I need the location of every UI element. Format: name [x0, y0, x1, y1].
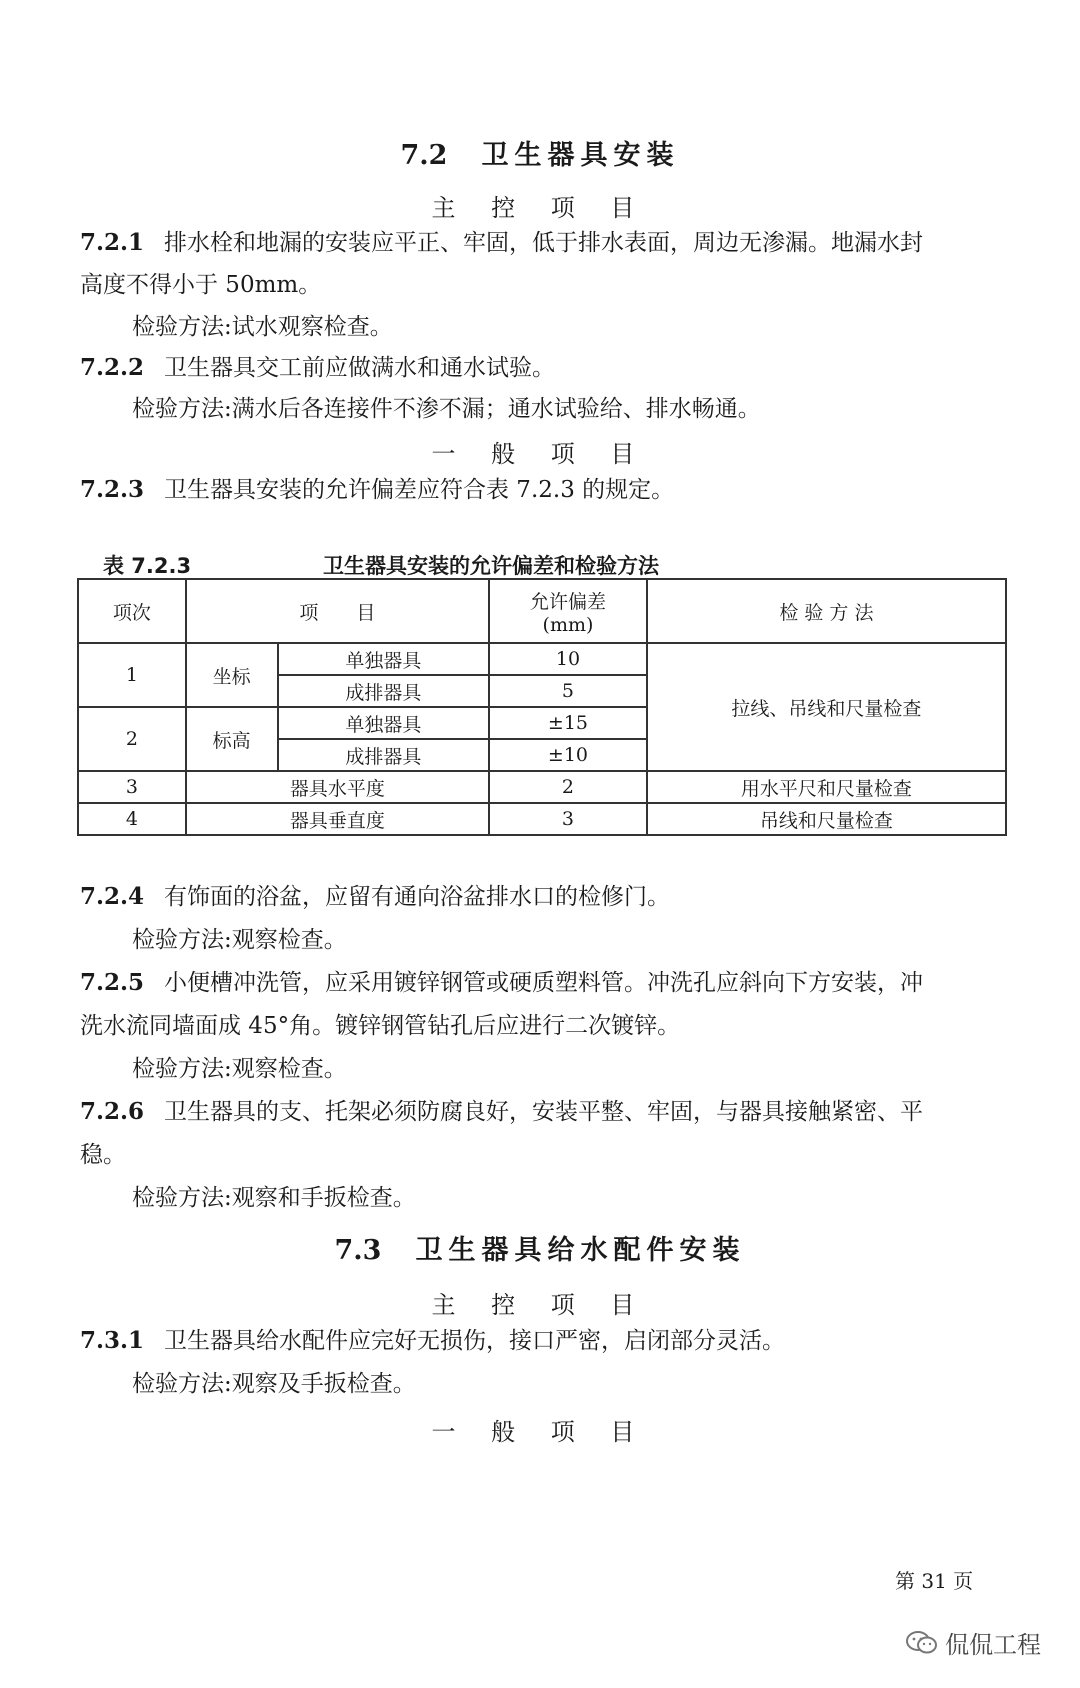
clause-number: 7.3.1 [80, 1327, 145, 1354]
clause-7-2-6-method: 检验方法:观察和手扳检查。 [132, 1185, 416, 1211]
clause-number: 7.2.6 [80, 1098, 145, 1125]
cell-tolerance: 2 [489, 771, 647, 803]
page-number: 第 31 页 [895, 1569, 974, 1593]
cell-tolerance: 10 [489, 643, 647, 675]
section-title: 卫生器具安装 [481, 140, 680, 171]
cell-seq: 2 [78, 707, 186, 771]
header-seq: 项次 [78, 579, 186, 643]
clause-7-2-1-method: 检验方法:试水观察检查。 [132, 314, 393, 340]
cell-tolerance: 3 [489, 803, 647, 835]
section-7-3-heading [0, 1228, 1080, 1267]
cell-tolerance: ±10 [489, 739, 647, 771]
header-item: 项 目 [186, 579, 489, 643]
header-tolerance-label: 允许偏差 [529, 590, 606, 613]
wechat-icon [905, 1629, 939, 1663]
cell-tolerance: ±15 [489, 707, 647, 739]
clause-7-3-1 [80, 1326, 1005, 1356]
clause-text: 卫生器具安装的允许偏差应符合表 7.2.3 的规定。 [164, 477, 675, 503]
cell-tolerance: 5 [489, 675, 647, 707]
clause-number: 7.2.2 [80, 354, 145, 381]
cell-item: 器具水平度 [186, 771, 489, 803]
clause-7-2-2 [80, 353, 1005, 383]
cell-group: 坐标 [186, 643, 278, 707]
main-control-heading-2: 主 控 项 目 [431, 1291, 649, 1319]
clause-7-2-6 [80, 1097, 1005, 1127]
clause-number: 7.2.3 [80, 476, 145, 503]
table-row [78, 643, 1006, 675]
cell-item: 成排器具 [278, 675, 490, 707]
clause-text: 卫生器具给水配件应完好无损伤，接口严密，启闭部分灵活。 [164, 1328, 785, 1354]
clause-7-2-4 [80, 882, 1005, 912]
cell-seq: 1 [78, 643, 186, 707]
clause-text: 排水栓和地漏的安装应平正、牢固，低于排水表面，周边无渗漏。地漏水封 [164, 230, 923, 256]
cell-item: 器具垂直度 [186, 803, 489, 835]
table-number: 表 7.2.3 [103, 554, 192, 578]
header-tolerance [489, 579, 647, 643]
cell-seq: 4 [78, 803, 186, 835]
clause-text: 卫生器具交工前应做满水和通水试验。 [164, 355, 555, 381]
cell-seq: 3 [78, 771, 186, 803]
watermark [905, 1625, 1041, 1663]
clause-7-2-1 [80, 228, 1005, 258]
general-heading: 一 般 项 目 [431, 440, 649, 468]
main-control-heading: 主 控 项 目 [431, 194, 649, 222]
cell-item: 单独器具 [278, 707, 490, 739]
header-tolerance-unit: (mm) [542, 613, 594, 636]
tolerance-table [77, 578, 1007, 836]
general-heading-2: 一 般 项 目 [431, 1418, 649, 1446]
cell-method: 吊线和尺量检查 [647, 803, 1006, 835]
table-caption [103, 550, 659, 580]
table-header-row [78, 579, 1006, 643]
table-title: 卫生器具安装的允许偏差和检验方法 [323, 554, 659, 578]
clause-number: 7.2.1 [80, 229, 145, 256]
cell-method: 拉线、吊线和尺量检查 [647, 643, 1006, 771]
clause-text: 小便槽冲洗管，应采用镀锌钢管或硬质塑料管。冲洗孔应斜向下方安装，冲 [164, 970, 923, 996]
clause-number: 7.2.4 [80, 883, 145, 910]
header-method: 检 验 方 法 [647, 579, 1006, 643]
section-number: 7.2 [400, 140, 448, 171]
watermark-text: 侃侃工程 [945, 1631, 1041, 1659]
section-number: 7.3 [334, 1235, 382, 1266]
cell-method: 用水平尺和尺量检查 [647, 771, 1006, 803]
clause-7-3-1-method: 检验方法:观察及手扳检查。 [132, 1371, 416, 1397]
table-row [78, 771, 1006, 803]
clause-7-2-2-method: 检验方法:满水后各连接件不渗不漏；通水试验给、排水畅通。 [132, 396, 761, 422]
clause-7-2-5-method: 检验方法:观察检查。 [132, 1056, 347, 1082]
clause-text: 有饰面的浴盆，应留有通向浴盆排水口的检修门。 [164, 884, 670, 910]
clause-number: 7.2.5 [80, 969, 145, 996]
cell-group: 标高 [186, 707, 278, 771]
clause-7-2-6-cont: 稳。 [80, 1142, 126, 1168]
clause-7-2-3 [80, 475, 1005, 505]
clause-text: 卫生器具的支、托架必须防腐良好，安装平整、牢固，与器具接触紧密、平 [164, 1099, 923, 1125]
clause-7-2-4-method: 检验方法:观察检查。 [132, 927, 347, 953]
section-7-2-heading [0, 133, 1080, 172]
cell-item: 成排器具 [278, 739, 490, 771]
clause-7-2-5 [80, 968, 1005, 998]
clause-7-2-1-cont: 高度不得小于 50mm。 [80, 272, 322, 298]
section-title: 卫生器具给水配件安装 [415, 1235, 746, 1266]
clause-7-2-5-cont: 洗水流同墙面成 45°角。镀锌钢管钻孔后应进行二次镀锌。 [80, 1013, 681, 1039]
table-row [78, 803, 1006, 835]
cell-item: 单独器具 [278, 643, 490, 675]
